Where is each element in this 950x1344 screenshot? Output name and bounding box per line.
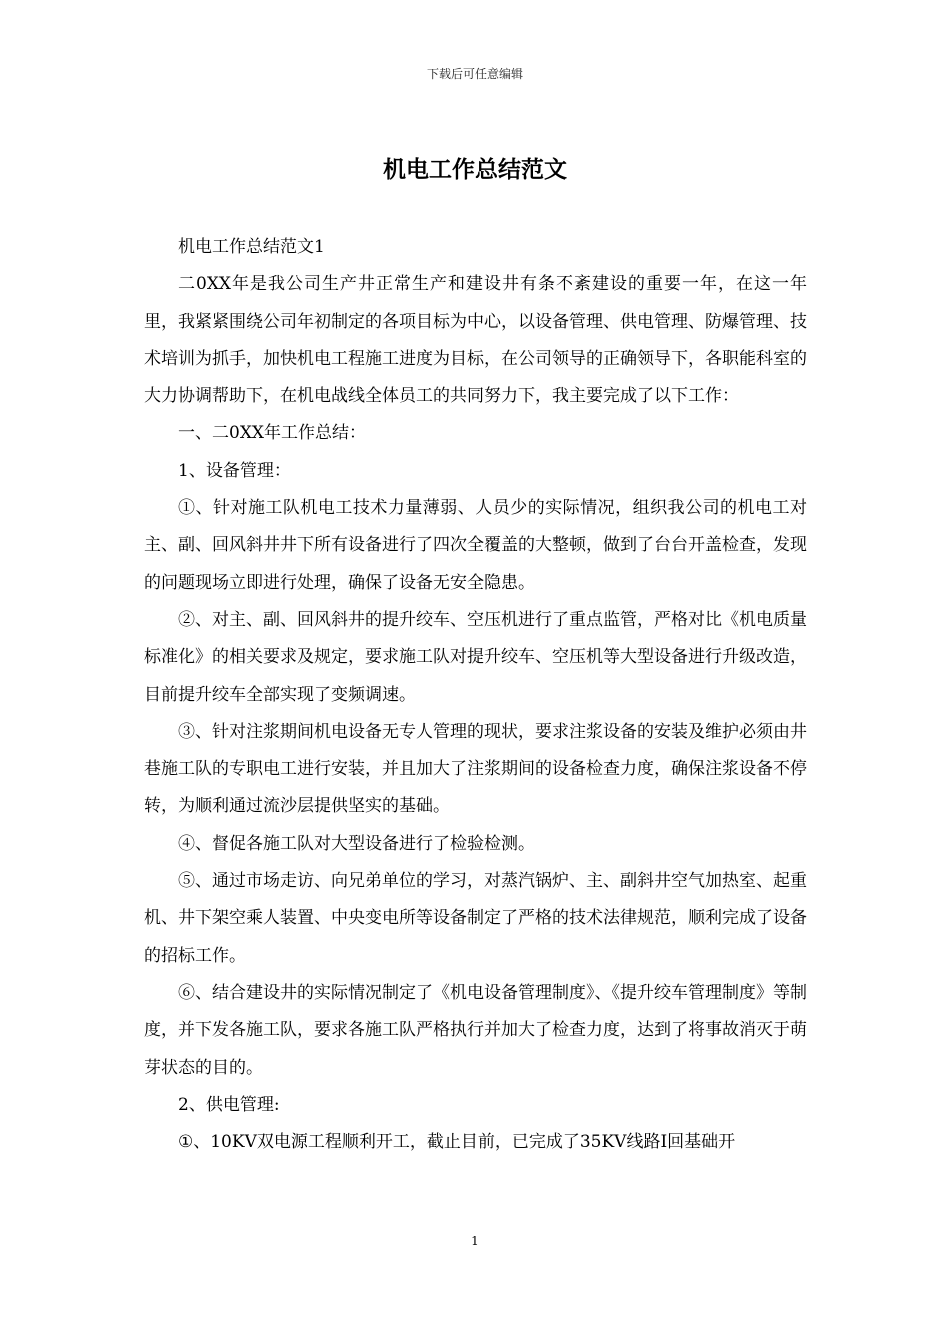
paragraph-heading-summary: 一、二0XX年工作总结： — [178, 423, 367, 444]
paragraph-power-item-1: ①、10KV双电源工程顺利开工，截止目前，已完成了35KV线路Ⅰ回基础开 — [178, 1132, 736, 1153]
paragraph-item-4: ④、督促各施工队对大型设备进行了检验检测。 — [178, 833, 535, 854]
paragraph-item-2: ②、对主、副、回风斜井的提升绞车、空压机进行了重点监管，严格对比《机电质量标准化》的相关要求及规定，要求施工队对提升绞车、空压机等大型设备进行升级改造，目前提升绞车全部实现了变频调速。 — [144, 609, 807, 705]
page-number: 1 — [471, 1234, 479, 1248]
paragraph-item-3: ③、针对注浆期间机电设备无专人管理的现状，要求注浆设备的安装及维护必须由井巷施工队的专职电工进行安装，并且加大了注浆期间的设备检查力度，确保注浆设备不停转，为顺利通过流沙层提供坚实的基础。 — [144, 721, 807, 817]
document-body — [144, 229, 807, 1161]
paragraph-item-6: ⑥、结合建设井的实际情况制定了《机电设备管理制度》、《提升绞车管理制度》等制度，并下发各施工队，要求各施工队严格执行并加大了检查力度，达到了将事故消灭于萌芽状态的目的。 — [144, 982, 807, 1078]
document-title: 机电工作总结范文 — [383, 156, 567, 183]
paragraph-intro: 二0XX年是我公司生产井正常生产和建设井有条不紊建设的重要一年，在这一年里，我紧紧围绕公司年初制定的各项目标为中心，以设备管理、供电管理、防爆管理、技术培训为抓手，加快机电工程施工进度为目标，在公司领导的正确领导下，各职能科室的大力协调帮助下，在机电战线全体员工的共同努力下，我主要完成了以下工作： — [144, 274, 807, 407]
paragraph-item-5: ⑤、通过市场走访、向兄弟单位的学习，对蒸汽锅炉、主、副斜井空气加热室、起重机、井下架空乘人装置、中央变电所等设备制定了严格的技术法律规范，顺利完成了设备的招标工作。 — [144, 871, 807, 966]
header-note: 下载后可任意编辑 — [426, 67, 523, 81]
paragraph-section-heading: 机电工作总结范文1 — [178, 237, 325, 257]
paragraph-heading-equipment: 1、设备管理： — [178, 460, 291, 481]
paragraph-item-1: ①、针对施工队机电工技术力量薄弱、人员少的实际情况，组织我公司的机电工对主、副、回风斜井井下所有设备进行了四次全覆盖的大整顿，做到了台台开盖检查，发现的问题现场立即进行处理，确保了设备无安全隐患。 — [144, 498, 807, 593]
paragraph-heading-power: 2、供电管理: — [178, 1094, 280, 1115]
